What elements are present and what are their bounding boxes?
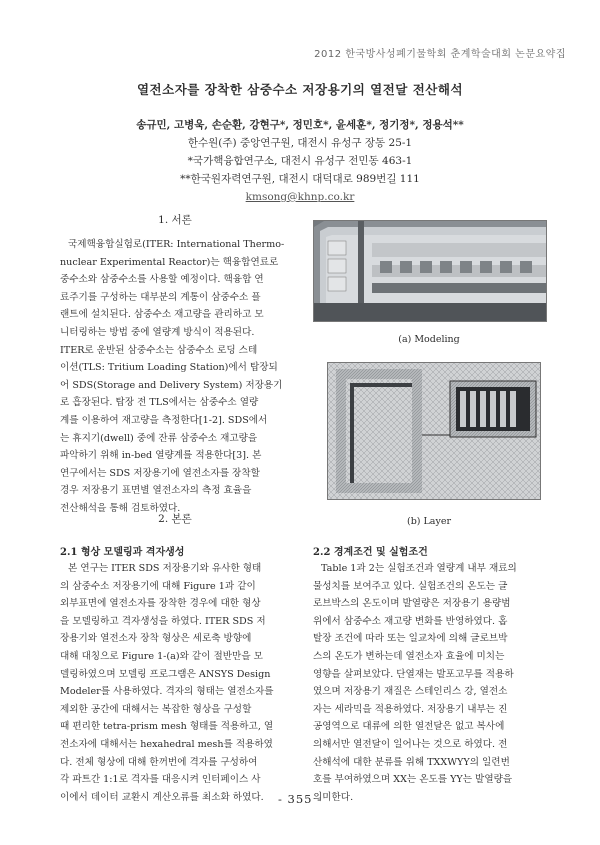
author-block [0,116,600,206]
section-2-1-line: 각 파트간 1:1로 격자를 대응시켜 인터페이스 사 [60,774,261,786]
intro-line: 어 SDS(Storage and Delivery System) 저장용기 [60,379,283,391]
intro-line: 는 휴지기(dwell) 중에 잔류 삼중수소 재고량을 [60,432,258,444]
section-2-2-paragraph [313,560,545,806]
intro-line: 중수소와 삼중수소를 사용할 예정이다. 핵융합 연 [60,274,264,286]
section-2-2-line: Table 1과 2는 실험조건과 열량계 내부 재료의 [321,563,517,574]
section-2-2-line: 의미한다. [313,791,354,803]
intro-line: 이션(TLS: Tritium Loading Station)에서 탑장되 [60,362,278,374]
intro-line: 경우 저장용기 표면별 열전소자의 측정 효율을 [60,485,252,497]
section-2-1-line: 대해 대칭으로 Figure 1-(a)와 같이 절반만을 모 [60,650,263,662]
figure-b-caption: (b) Layer [406,516,452,527]
running-header: 2012 한국방사성폐기물학회 춘계학술대회 논문요약집 [314,49,566,60]
section-2-2-line: 위에서 삼중수소 재고량 변화를 반영하였다. 홉 [313,615,508,627]
author-email[interactable]: kmsong@khnp.co.kr [245,191,355,203]
section-2-1-line: 델링하였으며 모델링 프로그램은 ANSYS Design [60,668,271,680]
intro-paragraph [60,236,292,518]
section-2-1-line: 다. 전체 형상에 대해 한꺼번에 격자를 구성하여 [60,756,258,768]
intro-line: nuclear Experimental Reactor)는 핵융합연료로 [60,256,279,268]
intro-line: 파악하기 위해 in-bed 열량계를 적용한다[3]. 본 [60,450,262,462]
affiliation-2: *국가핵융합연구소, 대전시 유성구 전민동 463-1 [187,155,413,167]
section-2-1-line: 전소자에 대해서는 hexahedral mesh를 적용하였 [60,738,273,750]
figure-modeling [313,220,547,322]
author-names: 송규민, 고병욱, 손순환, 강현구*, 정민호*, 윤세훈*, 정기정*, 정용석** [136,119,464,131]
section-2-2-line: 호를 부여하였으며 XX는 온도를 YY는 발열량을 [313,774,513,786]
section-2-1-line: Modeler를 사용하였다. 격자의 형태는 열전소자를 [60,686,274,698]
section-2-1-line: 의 삼중수소 저장용기에 대해 Figure 1과 같이 [60,580,256,592]
body-heading: 2. 본론 [158,513,192,525]
intro-line: 계를 이용하여 재고량을 측정한다[1-2]. SDS에서 [60,414,268,426]
section-2-2-line: 의해서만 열전달이 일어나는 것으로 하였다. 전 [313,738,508,750]
section-2-2-heading: 2.2 경계조건 및 실험조건 [313,547,428,558]
page-number: - 355 - [277,792,323,806]
intro-line: 전산해석을 통해 검토하였다. [60,502,181,514]
intro-line: 연구에서는 SDS 저장용기에 열전소자를 장착할 [60,467,260,479]
section-2-2-line: 였으며 저장용기 재질은 스테인리스 강, 열전소 [313,686,508,698]
section-2-2-line: 공영역으로 대류에 의한 열전달은 없고 복사에 [313,721,505,733]
intro-line: 랜트에 설치된다. 삼중수소 재고량을 관리하고 모 [60,309,264,321]
section-2-1-line: 제외한 공간에 대해서는 복잡한 형상을 구성할 [60,703,252,715]
paper-title: 열전소자를 장착한 삼중수소 저장용기의 열전달 전산해석 [136,82,464,97]
intro-line: 료주기를 구성하는 대부분의 계통이 삼중수소 플 [60,291,261,303]
layer-mesh-diagram [328,363,540,499]
section-2-2-line: 물성치를 보여주고 있다. 실험조건의 온도는 글 [313,580,508,592]
section-2-2-line: 스의 온도가 변하는데 열전소자 효율에 미치는 [313,650,505,662]
section-2-2-line: 영향을 살펴보았다. 단열재는 발포고무를 적용하 [313,668,514,680]
section-2-1-line: 을 모델링하고 격자생성을 하였다. ITER SDS 저 [60,615,266,627]
section-2-1-line: 장용기와 열전소자 장착 형상은 세로축 방향에 [60,633,252,645]
figure-a-caption: (a) Modeling [398,334,460,345]
section-2-1-line: 때 편리한 tetra-prism mesh 형태를 적용하고, 열 [60,721,274,733]
affiliation-1: 한수원(주) 중앙연구원, 대전시 유성구 장동 25-1 [187,137,413,149]
intro-line: 국제핵융합실험로(ITER: International Thermo- [68,239,285,250]
intro-line: ITER로 운반된 삼중수소는 삼중수소 로딩 스테 [60,344,258,356]
figure-layer [327,362,541,500]
affiliation-3: **한국원자력연구원, 대전시 대덕대로 989번길 111 [180,173,420,185]
modeling-diagram [314,221,546,321]
section-2-2-line: 자는 세라믹을 적용하였다. 저장용기 내부는 진 [313,703,508,715]
section-2-2-line: 탈장 조건에 따라 또는 일교차에 의해 글로브박 [313,633,508,645]
section-2-1-heading: 2.1 형상 모델링과 격자생성 [60,547,185,558]
section-2-2-line: 로브박스의 온도이며 발열량은 저장용기 용량범 [313,598,511,610]
intro-heading: 1. 서론 [158,214,192,226]
section-2-1-line: 본 연구는 ITER SDS 저장용기와 유사한 형태 [68,563,262,574]
intro-line: 로 흡장된다. 탑장 전 TLS에서는 삼중수소 열량 [60,397,259,409]
section-2-2-line: 산해석에 대한 분류를 위해 TXXWYY의 일련번 [313,756,510,768]
section-2-1-line: 외부표면에 열전소자를 장착한 경우에 대한 형상 [60,598,261,610]
section-2-1-paragraph [60,560,292,806]
intro-line: 니터링하는 방법 중에 열량계 방식이 적용된다. [60,326,255,338]
section-2-1-line: 이에서 데이터 교환시 계산오류를 최소화 하였다. [60,791,264,803]
